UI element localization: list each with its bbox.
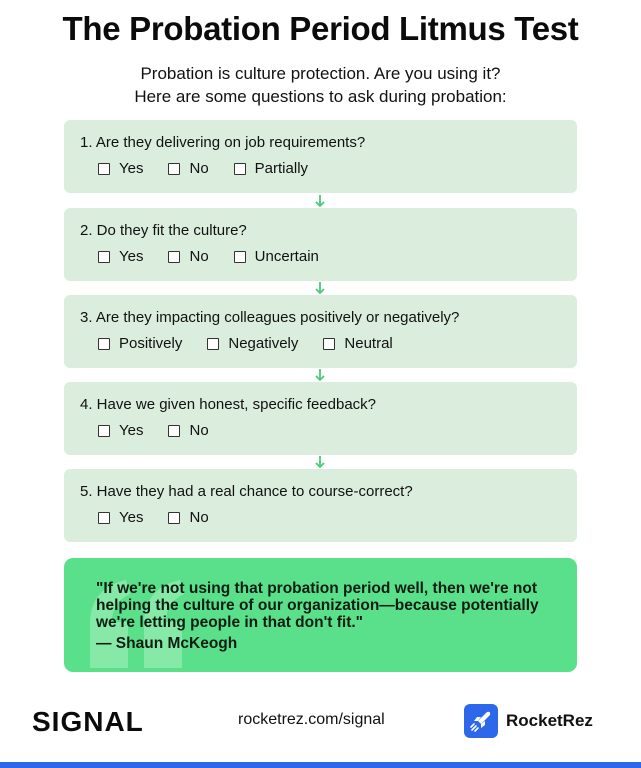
question-card-3 bbox=[64, 295, 577, 368]
question-card-1 bbox=[64, 120, 577, 193]
checkbox[interactable] bbox=[207, 338, 219, 350]
arrow-down-icon bbox=[313, 281, 327, 295]
options-row bbox=[98, 160, 333, 177]
options-row bbox=[98, 509, 234, 526]
options-row bbox=[98, 422, 234, 439]
checkbox[interactable] bbox=[234, 163, 246, 175]
quote-author: — Shaun McKeogh bbox=[96, 635, 238, 652]
rocket-icon bbox=[464, 704, 498, 738]
signal-logo-text: SIGNAL bbox=[32, 706, 144, 736]
quote-box bbox=[64, 558, 577, 672]
option-no[interactable]: No bbox=[168, 248, 208, 265]
option-yes[interactable]: Yes bbox=[98, 248, 143, 265]
option-partially[interactable]: Partially bbox=[234, 160, 308, 177]
checkbox[interactable] bbox=[98, 425, 110, 437]
option-yes[interactable]: Yes bbox=[98, 160, 143, 177]
checkbox[interactable] bbox=[168, 251, 180, 263]
option-no[interactable]: No bbox=[168, 509, 208, 526]
rocketrez-brand-name: RocketRez bbox=[506, 711, 593, 730]
option-negatively[interactable]: Negatively bbox=[207, 335, 298, 352]
options-row bbox=[98, 248, 344, 265]
question-text: 4. Have we given honest, specific feedback? bbox=[80, 396, 377, 413]
checkbox[interactable] bbox=[98, 338, 110, 350]
checkbox[interactable] bbox=[98, 251, 110, 263]
checkbox[interactable] bbox=[168, 512, 180, 524]
arrow-down-icon bbox=[313, 455, 327, 469]
arrow-down-icon bbox=[313, 368, 327, 382]
option-neutral[interactable]: Neutral bbox=[323, 335, 392, 352]
option-uncertain[interactable]: Uncertain bbox=[234, 248, 319, 265]
checkbox[interactable] bbox=[98, 512, 110, 524]
question-card-4 bbox=[64, 382, 577, 455]
checkbox[interactable] bbox=[234, 251, 246, 263]
checkbox[interactable] bbox=[98, 163, 110, 175]
bottom-accent-bar bbox=[0, 762, 641, 768]
checkbox[interactable] bbox=[323, 338, 335, 350]
question-text: 3. Are they impacting colleagues positively or negatively? bbox=[80, 309, 460, 326]
quote-text: "If we're not using that probation period well, then we're not helping the culture of our organization—because potentially we're letting people in that don't fit." bbox=[96, 580, 539, 631]
rocketrez-logo-icon bbox=[464, 704, 498, 738]
subtitle bbox=[0, 62, 641, 108]
options-row bbox=[98, 335, 418, 352]
question-card-5 bbox=[64, 469, 577, 542]
question-text: 1. Are they delivering on job requirements? bbox=[80, 134, 366, 151]
question-text: 5. Have they had a real chance to course-correct? bbox=[80, 483, 413, 500]
subtitle-line-1: Probation is culture protection. Are you using it? bbox=[140, 64, 501, 83]
question-text: 2. Do they fit the culture? bbox=[80, 222, 247, 239]
checkbox[interactable] bbox=[168, 425, 180, 437]
option-positively[interactable]: Positively bbox=[98, 335, 182, 352]
footer-url[interactable]: rocketrez.com/signal bbox=[238, 711, 385, 728]
arrow-down-icon bbox=[313, 194, 327, 208]
option-yes[interactable]: Yes bbox=[98, 509, 143, 526]
page-title: The Probation Period Litmus Test bbox=[62, 10, 579, 47]
option-no[interactable]: No bbox=[168, 160, 208, 177]
checkbox[interactable] bbox=[168, 163, 180, 175]
question-card-2 bbox=[64, 208, 577, 281]
option-yes[interactable]: Yes bbox=[98, 422, 143, 439]
option-no[interactable]: No bbox=[168, 422, 208, 439]
signal-logo bbox=[32, 706, 160, 736]
subtitle-line-2: Here are some questions to ask during probation: bbox=[134, 87, 507, 106]
